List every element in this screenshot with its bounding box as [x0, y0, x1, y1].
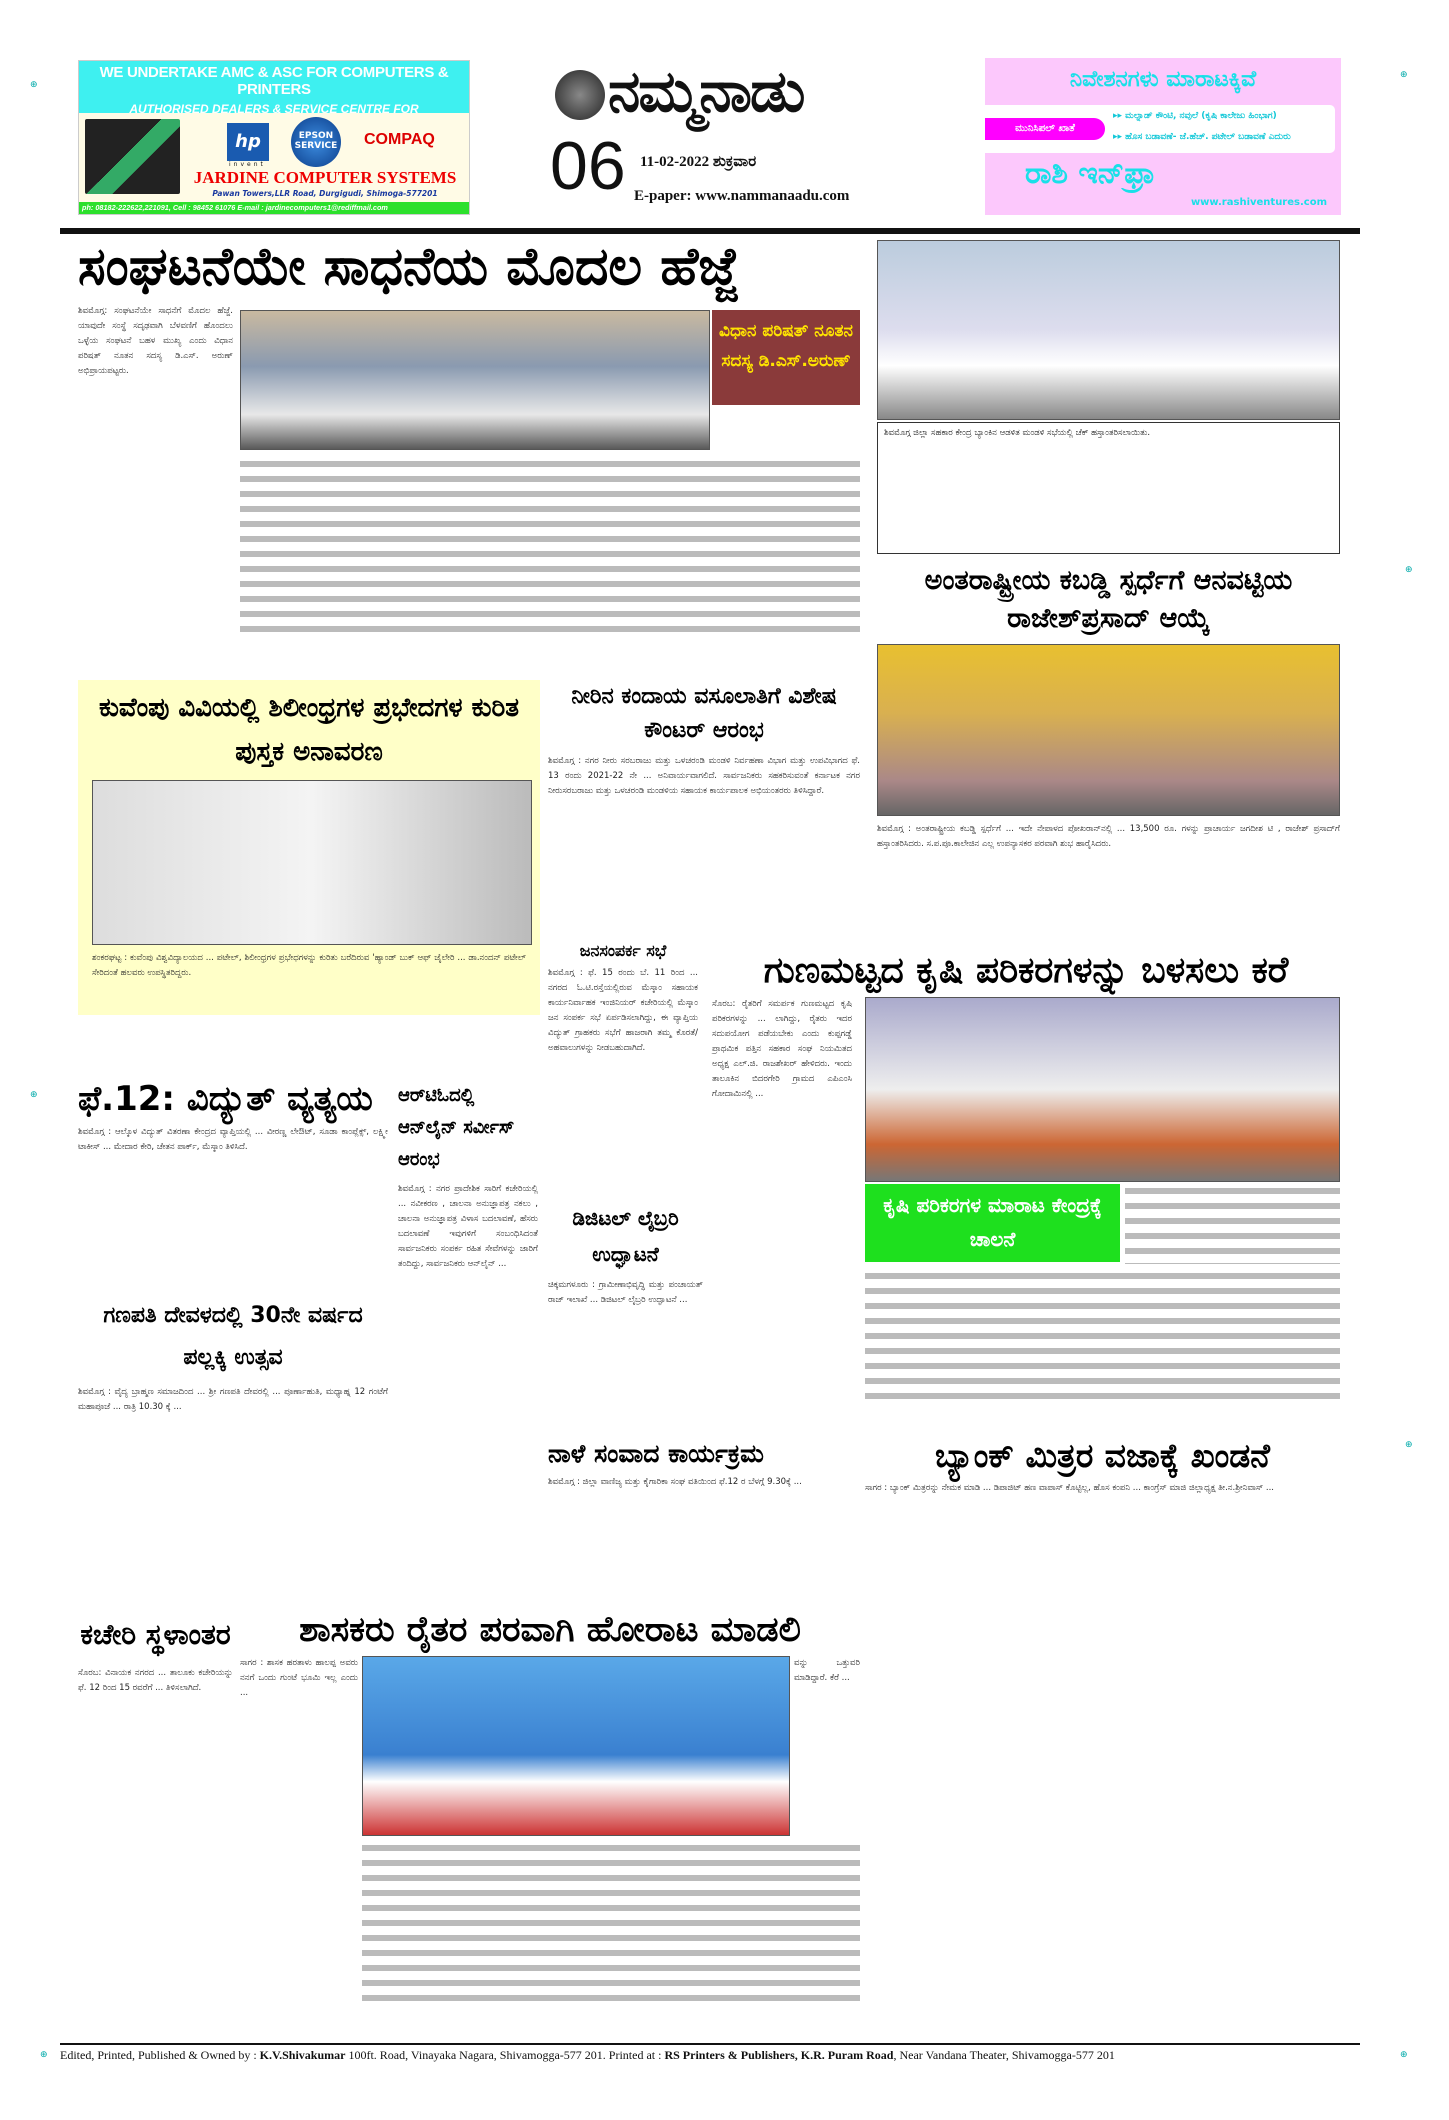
krishi-body-columns: [865, 1269, 1340, 1399]
samvada-article: [548, 1440, 858, 1490]
imprint-text: , Near Vandana Theater, Shivamogga-577 201: [893, 2048, 1115, 2062]
library-headline: ಡಿಜಿಟಲ್ ಲೈಬ್ರರಿ ಉದ್ಘಾಟನೆ: [572, 1206, 679, 1266]
power-headline: ಫೆ.12: ವಿದ್ಯುತ್ ವ್ಯತ್ಯಯ: [78, 1079, 373, 1119]
newspaper-emblem-icon: [555, 70, 605, 120]
rto-body: ಶಿವಮೊಗ್ಗ : ನಗರ ಪ್ರಾದೇಶಿಕ ಸಾರಿಗೆ ಕಚೇರಿಯಲ್ಲಿ ... ನವೀಕರಣ , ಚಾಲನಾ ಅನುಜ್ಞಾಪತ್ರ ನಕಲು , ಚಾಲನಾ ಅನುಜ್ಞಾಪತ್ರ ವಿಳಾಸ ಬದಲಾವಣೆ, ಹೆಸರು ಬದಲಾವಣೆ ಇವುಗಳಿಗೆ ಸಂಬಂಧಿಸಿದಂತೆ ಸಾರ್ವಜನಿಕರು ಸಂಪರ್ಕ ರಹಿತ ಸೇವೆಗಳನ್ನು ಜಾರಿಗೆ ತಂದಿದ್ದು, ಸಾರ್ವಜನಿಕರು ಆನ್‌ಲೈನ್ ...: [398, 1184, 538, 1269]
ganapati-article: [78, 1295, 388, 1415]
ad-bullet: ▸▸ ಹೊಸ ಬಡಾವಣೆ- ಜೆ.ಹೆಚ್. ಪಟೇಲ್ ಬಡಾವಣೆ ಎದುರು: [1113, 132, 1291, 142]
company-contact: ph: 08182-222622,221091, Cell : 98452 61076 E-mail : jardinecomputers1@rediffmail.com: [79, 202, 469, 214]
compaq-logo: COMPAQ: [364, 131, 435, 148]
ad-pill: ಮುನಿಸಿಪಲ್ ಖಾತೆ: [985, 118, 1105, 140]
page-number: 06: [550, 128, 626, 204]
registration-mark-icon: ⊕: [30, 1090, 38, 1100]
computer-icon: [85, 119, 180, 194]
company-name: JARDINE COMPUTER SYSTEMS: [193, 168, 457, 187]
kabaddi-article: [877, 562, 1340, 852]
registration-mark-icon: ⊕: [1405, 565, 1413, 575]
imprint-text: 100ft. Road, Vinayaka Nagara, Shivamogga-577 201. Printed at :: [345, 2048, 665, 2062]
krishi-greenbox: ಕೃಷಿ ಪರಿಕರಗಳ ಮಾರಾಟ ಕೇಂದ್ರಕ್ಕೆ ಚಾಲನೆ: [865, 1184, 1120, 1262]
hp-logo: hp: [227, 123, 269, 161]
ganapati-headline: ಗಣಪತಿ ದೇವಳದಲ್ಲಿ 30ನೇ ವರ್ಷದ ಪಲ್ಲಕ್ಕಿ ಉತ್ಸವ: [103, 1303, 363, 1370]
shasakaru-body-columns: [362, 1841, 860, 2006]
samvada-body: ಶಿವಮೊಗ್ಗ : ಜಿಲ್ಲಾ ವಾಣಿಜ್ಯ ಮತ್ತು ಕೈಗಾರಿಕಾ ಸಂಘ ವತಿಯಿಂದ ಫೆ.12 ರ ಬೆಳಗ್ಗೆ 9.30ಕ್ಕೆ ...: [548, 1476, 802, 1487]
jardine-computers-ad[interactable]: [78, 60, 470, 215]
lead-headline: ಸಂಘಟನೆಯೇ ಸಾಧನೆಯ ಮೊದಲ ಹೆಜ್ಜೆ: [78, 237, 739, 297]
power-body: ಶಿವಮೊಗ್ಗ : ಆಲ್ಕೊಳ ವಿದ್ಯುತ್ ವಿತರಣಾ ಕೇಂದ್ರದ ವ್ಯಾಪ್ತಿಯಲ್ಲಿ ... ವೀರಣ್ಣ ಲೇಔಟ್, ಸೂಡಾ ಕಾಂಪ್ಲೆಕ್ಸ್, ಲಕ್ಷ್ಮೀ ಟಾಕೀಸ್ ... ಮೇದಾರ ಕೇರಿ, ಚೇತನ ಪಾರ್ಕ್, ಮೆಸ್ಕಾಂ ತಿಳಿಸಿದೆ.: [78, 1127, 388, 1153]
imprint-footer: [60, 2043, 1360, 2063]
kabaddi-photo: [877, 644, 1340, 816]
samvada-headline: ನಾಳೆ ಸಂವಾದ ಕಾರ್ಯಕ್ರಮ: [548, 1439, 764, 1468]
shasakaru-headline: ಶಾಸಕರು ರೈತರ ಪರವಾಗಿ ಹೋರಾಟ ಮಾಡಲಿ: [299, 1610, 801, 1650]
imprint-text: Edited, Printed, Published & Owned by :: [60, 2048, 260, 2062]
janasamparka-body: ಶಿವಮೊಗ್ಗ : ಫೆ. 15 ರಂದು ಬೆ. 11 ರಿಂದ ... ನಗರದ ಓ.ಟಿ.ರಸ್ತೆಯಲ್ಲಿರುವ ಮೆಸ್ಕಾಂ ಸಹಾಯಕ ಕಾರ್ಯನಿರ್ವಾಹಕ ಇಂಜಿನಿಯರ್ ಕಚೇರಿಯಲ್ಲಿ ಮೆಸ್ಕಾಂ ಜನ ಸಂಪರ್ಕ ಸಭೆ ಏರ್ಪಡಿಸಲಾಗಿದ್ದು, ಈ ವ್ಯಾಪ್ತಿಯ ವಿದ್ಯುತ್ ಗ್ರಾಹಕರು ಸಭೆಗೆ ಹಾಜರಾಗಿ ತಮ್ಮ ಕೊರತೆ/ಅಹವಾಲುಗಳನ್ನು ನೀಡಬಹುದಾಗಿದೆ.: [548, 968, 698, 1054]
cheque-caption: ಶಿವಮೊಗ್ಗ ಜಿಲ್ಲಾ ಸಹಕಾರ ಕೇಂದ್ರ ಬ್ಯಾಂಕಿನ ಆಡಳಿತ ಮಂಡಳಿ ಸಭೆಯಲ್ಲಿ ಚೆಕ್ ಹಸ್ತಾಂತರಿಸಲಾಯಿತು.: [877, 422, 1340, 554]
library-article: [548, 1200, 703, 1308]
krishi-article: [712, 950, 1340, 1402]
masthead-rule: [60, 228, 1360, 234]
masthead: ನಮ್ಮನಾಡು: [608, 57, 804, 125]
press-meet-photo: [362, 1656, 790, 1836]
kuvempu-box: [78, 680, 540, 1015]
ad-headline: WE UNDERTAKE AMC & ASC FOR COMPUTERS & PRINTERS: [99, 64, 449, 98]
registration-mark-icon: ⊕: [30, 80, 38, 90]
ad-title: ನಿವೇಶನಗಳು ಮಾರಾಟಕ್ಕಿವೆ: [1069, 67, 1257, 92]
water-headline: ನೀರಿನ ಕಂದಾಯ ವಸೂಲಾತಿಗೆ ವಿಶೇಷ ಕೌಂಟರ್ ಆರಂಭ: [571, 684, 837, 743]
lead-group-photo: [240, 310, 710, 450]
rashi-infra-ad[interactable]: [985, 58, 1341, 215]
registration-mark-icon: ⊕: [1405, 1440, 1413, 1450]
hp-tagline: invent: [229, 161, 266, 168]
ad-bullet: ▸▸ ಮಲ್ನಾಡ್ ಕೌಂಟಿ, ನವುಲೆ (ಕೃಷಿ ಕಾಲೇಜು ಹಿಂಭಾಗ): [1113, 111, 1277, 121]
issue-date: 11-02-2022 ಶುಕ್ರವಾರ: [640, 154, 757, 170]
registration-mark-icon: ⊕: [40, 2050, 48, 2060]
krishi-headline: ಗುಣಮಟ್ಟದ ಕೃಷಿ ಪರಿಕರಗಳನ್ನು ಬಳಸಲು ಕರೆ: [763, 950, 1289, 991]
kuvempu-headline: ಕುವೆಂಪು ವಿವಿಯಲ್ಲಿ ಶಿಲೀಂಧ್ರಗಳ ಪ್ರಭೇದಗಳ ಕುರಿತ ಪುಸ್ತಕ ಅನಾವರಣ: [98, 693, 520, 767]
shasakaru-body-right: ವನ್ನು ಒತ್ತುವರಿ ಮಾಡಿದ್ದಾರೆ. ಕೆರೆ ...: [794, 1658, 860, 1684]
imprint-printer: RS Printers & Publishers, K.R. Puram Road: [664, 2048, 894, 2062]
kacheri-article: [78, 1610, 233, 1696]
rto-article: [398, 1080, 538, 1272]
imprint-owner: K.V.Shivakumar: [259, 2048, 346, 2062]
janasamparka-article: [548, 942, 698, 1056]
company-address: Pawan Towers,LLR Road, Durgigudi, Shimoga-577201: [212, 189, 438, 198]
kabaddi-headline: ಅಂತರಾಷ್ಟ್ರೀಯ ಕಬಡ್ಡಿ ಸ್ಪರ್ಧೆಗೆ ಆನವಟ್ಟಿಯ ರಾಜೇಶ್‌ಪ್ರಸಾದ್ ಆಯ್ಕೆ: [924, 565, 1293, 634]
ganapati-body: ಶಿವಮೊಗ್ಗ : ವೈದ್ಯ ಬ್ರಾಹ್ಮಣ ಸಮಾಜದಿಂದ ... ಶ್ರೀ ಗಣಪತಿ ದೇವರಲ್ಲಿ ... ಪೂರ್ಣಾಹುತಿ, ಮಧ್ಯಾಹ್ನ 12 ಗಂಟೆಗೆ ಮಹಾಪೂಜೆ ... ರಾತ್ರಿ 10.30 ಕ್ಕೆ ...: [78, 1387, 388, 1412]
water-article: [548, 680, 860, 799]
registration-mark-icon: ⊕: [1400, 70, 1408, 80]
water-body: ಶಿವಮೊಗ್ಗ : ನಗರ ನೀರು ಸರಬರಾಜು ಮತ್ತು ಒಳಚರಂಡಿ ಮಂಡಳಿ ನಿರ್ವಹಣಾ ವಿಭಾಗ ಮತ್ತು ಉಪವಿಭಾಗದ ಫೆ. 13 ರಂದು 2021-22 ನೇ ... ಅನಿವಾರ್ಯವಾಗಲಿದೆ. ಸಾರ್ವಜನಿಕರು ಸಹಕರಿಸುವಂತೆ ಕರ್ನಾಟಕ ನಗರ ನೀರುಸರಬರಾಜು ಮತ್ತು ಒಳಚರಂಡಿ ಮಂಡಳಿಯ ಸಹಾಯಕ ಕಾರ್ಯಪಾಲಕ ಅಭಿಯಂತರರು ತಿಳಿಸಿದ್ದಾರೆ.: [548, 756, 860, 796]
lead-body-columns: [240, 457, 860, 637]
registration-mark-icon: ⊕: [1400, 2050, 1408, 2060]
bank-mitra-article: [865, 1437, 1340, 1496]
library-body: ಚಿಕ್ಕಮಗಳೂರು : ಗ್ರಾಮೀಣಾಭಿವೃದ್ಧಿ ಮತ್ತು ಪಂಚಾಯತ್ ರಾಜ್ ಇಲಾಖೆ ... ಡಿಜಿಟಲ್ ಲೈಬ್ರರಿ ಉದ್ಘಾಟನೆ ...: [548, 1280, 703, 1305]
bank-mitra-body: ಸಾಗರ : ಬ್ಯಾಂಕ್ ಮಿತ್ರರನ್ನು ನೇಮಕ ಮಾಡಿ ... ಡಿಪಾಜಿಟ್ ಹಣ ವಾಪಾಸ್ ಕೊಟ್ಟಿಲ್ಲ, ಹೊಸ ಕಂಪನಿ ... ಕಾಂಗ್ರೆಸ್ ಮಾಜಿ ಜಿಲ್ಲಾಧ್ಯಕ್ಷ ತೀ.ನ.ಶ್ರೀನಿವಾಸ್ ...: [865, 1482, 1274, 1493]
bank-mitra-headline: ಬ್ಯಾಂಕ್ ಮಿತ್ರರ ವಜಾಕ್ಕೆ ಖಂಡನೆ: [935, 1436, 1270, 1475]
janasamparka-headline: ಜನಸಂಪರ್ಕ ಸಭೆ: [579, 941, 667, 960]
ad-brand: ರಾಶಿ ಇನ್‌ಫ್ರಾ: [1025, 156, 1156, 191]
power-article: [78, 1080, 388, 1155]
shasakaru-article: [240, 1610, 860, 2011]
kabaddi-body: ಶಿವಮೊಗ್ಗ : ಅಂತರಾಷ್ಟ್ರೀಯ ಕಬಡ್ಡಿ ಸ್ಪರ್ಧೆಗೆ ... ಇದೇ ನೇಪಾಳದ ಪೋಖರಾನ್‌ನಲ್ಲಿ ... 13,500 ರೂ. ಗಳನ್ನು ಪ್ರಾಚಾರ್ಯ ಜಗದೀಶ ಟಿ , ರಾಜೇಶ್ ಪ್ರಸಾದ್‌ಗೆ ಹಸ್ತಾಂತರಿಸಿದರು. ಸ.ಪ.ಪೂ.ಕಾಲೇಜಿನ ಎಲ್ಲ ಉಪನ್ಯಾಸಕರ ಪರವಾಗಿ ಶುಭ ಹಾರೈಸಿದರು.: [877, 824, 1340, 849]
cheque-handover-photo: [877, 240, 1340, 420]
lead-body: ಶಿವಮೊಗ್ಗ: ಸಂಘಟನೆಯೇ ಸಾಧನೆಗೆ ಮೊದಲ ಹೆಜ್ಜೆ. ಯಾವುದೇ ಸಂಸ್ಥೆ ಸದೃಢವಾಗಿ ಬೆಳವಣಿಗೆ ಹೊಂದಲು ಒಳ್ಳೆಯ ಸಂಘಟನೆ ಬಹಳ ಮುಖ್ಯ ಎಂದು ವಿಧಾನ ಪರಿಷತ್ ನೂತನ ಸದಸ್ಯ ಡಿ.ಎಸ್. ಅರುಣ್ ಅಭಿಪ್ರಾಯಪಟ್ಟರು.: [78, 305, 233, 376]
krishi-body-right: [1125, 1184, 1340, 1264]
lead-sidebox: ವಿಧಾನ ಪರಿಷತ್ ನೂತನ ಸದಸ್ಯ ಡಿ.ಎಸ್.ಅರುಣ್: [712, 310, 860, 405]
epson-logo: EPSON SERVICE: [291, 117, 341, 167]
kacheri-headline: ಕಚೇರಿ ಸ್ಥಳಾಂತರ: [80, 1618, 231, 1651]
shasakaru-body-left: ಸಾಗರ : ಶಾಸಕ ಹರತಾಳು ಹಾಲಪ್ಪ ಅವರು ನನಗೆ ಒಂದು ಗುಂಟೆ ಭೂಮಿ ಇಲ್ಲ ಎಂದು ...: [240, 1658, 358, 1699]
kuvempu-caption: ಶಂಕರಘಟ್ಟ : ಕುವೆಂಪು ವಿಶ್ವವಿದ್ಯಾಲಯದ ... ಪಟೇಲ್, ಶಿಲೀಂಧ್ರಗಳ ಪ್ರಭೇಧಗಳನ್ನು ಕುರಿತು ಬರೆದಿರುವ 'ಹ್ಯಾಂಡ್ ಬುಕ್ ಆಫ್ ಜೈಲೇರಿ ... ಡಾ.ನಂದನ್ ಪಟೇಲ್ ಸೇರಿದಂತೆ ಹಲವರು ಉಪಸ್ಥಿತರಿದ್ದರು.: [92, 953, 526, 978]
ad-subheadline: AUTHORISED DEALERS & SERVICE CENTRE FOR: [129, 102, 419, 116]
kacheri-body: ಸೊರಬ: ವಿನಾಯಕ ನಗರದ ... ತಾಲೂಕು ಕಚೇರಿಯನ್ನು ಫೆ. 12 ರಿಂದ 15 ರವರೆಗೆ ... ತಿಳಿಸಲಾಗಿದೆ.: [78, 1668, 233, 1693]
lead-article: [78, 238, 868, 639]
epaper-link[interactable]: E-paper: www.nammanaadu.com: [634, 188, 850, 204]
krishi-inauguration-photo: [865, 997, 1340, 1182]
rto-headline: ಆರ್‌ಟಿಓದಲ್ಲಿ ಆನ್‌ಲೈನ್ ಸರ್ವೀಸ್ ಆರಂಭ: [398, 1085, 515, 1170]
kuvempu-book-release-photo: [92, 780, 532, 945]
ad-website[interactable]: www.rashiventures.com: [1190, 197, 1327, 208]
krishi-body: ಸೊರಬ: ರೈತರಿಗೆ ಸಮರ್ಪಕ ಗುಣಮಟ್ಟದ ಕೃಷಿ ಪರಿಕರಗಳನ್ನು ... ಲಾಗಿದ್ದು, ರೈತರು ಇದರ ಸದುಪಯೋಗ ಪಡೆಯಬೇಕು ಎಂದು ಕುಪ್ಪಗಡ್ಡೆ ಪ್ರಾಥಮಿಕ ಪತ್ತಿನ ಸಹಕಾರ ಸಂಘ ನಿಯಮಿತದ ಅಧ್ಯಕ್ಷ ಎಲ್.ಜಿ. ರಾಜಶೇಖರ್ ಹೇಳಿದರು. ಇಂದು ತಾಲೂಕಿನ ಬಿದರಗೇರಿ ಗ್ರಾಮದ ಎಪಿಎಂಸಿ ಗೋದಾಮಿನಲ್ಲಿ ...: [712, 999, 852, 1100]
